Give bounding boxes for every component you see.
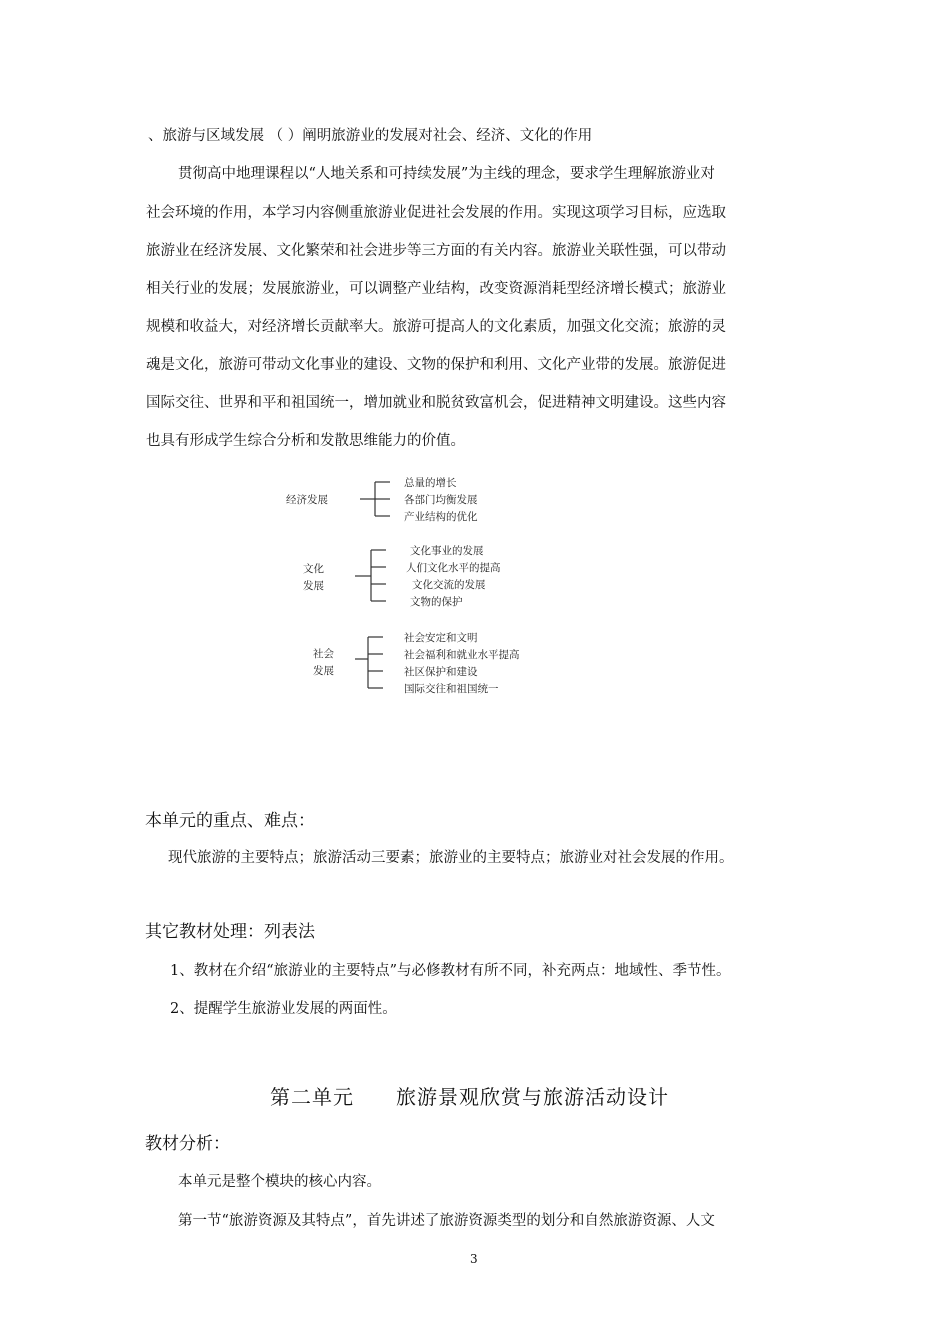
paragraph-line: 国际交往、世界和平和祖国统一，增加就业和脱贫致富机会，促进精神文明建设。这些内容 — [146, 395, 726, 411]
page-number: 3 — [470, 1252, 478, 1266]
paragraph-line: 贯彻高中地理课程以“人地关系和可持续发展”为主线的理念，要求学生理解旅游业对 — [178, 166, 715, 182]
other-materials-title: 其它教材处理：列表法 — [145, 922, 315, 942]
unit-line: 第一节“旅游资源及其特点”，首先讲述了旅游资源类型的划分和自然旅游资源、人文 — [178, 1213, 715, 1229]
paragraph-line: 相关行业的发展；发展旅游业，可以调整产业结构，改变资源消耗型经济增长模式；旅游业 — [146, 281, 726, 297]
diagram-item: 文物的保护 — [410, 596, 463, 608]
diagram-item: 社区保护和建设 — [404, 666, 478, 678]
other-materials-item: 2、提醒学生旅游业发展的两面性。 — [170, 1001, 397, 1017]
diagram-item: 文化交流的发展 — [412, 579, 486, 591]
diagram-group-label: 发展 — [313, 665, 334, 677]
diagram-item: 产业结构的优化 — [404, 511, 478, 523]
key-points-text: 现代旅游的主要特点；旅游活动三要素；旅游业的主要特点；旅游业对社会发展的作用。 — [168, 850, 734, 866]
unit-line: 本单元是整个模块的核心内容。 — [178, 1174, 381, 1190]
paragraph-line: 规模和收益大，对经济增长贡献率大。旅游可提高人的文化素质，加强文化交流；旅游的灵 — [146, 319, 726, 335]
diagram-item: 社会福利和就业水平提高 — [404, 649, 520, 661]
diagram-item: 国际交往和祖国统一 — [404, 683, 499, 695]
diagram-group-label: 经济发展 — [286, 494, 328, 506]
key-points-title: 本单元的重点、难点： — [145, 811, 315, 831]
diagram-group-label: 文化 — [303, 563, 324, 575]
diagram-item: 文化事业的发展 — [410, 545, 484, 557]
section-heading: 、旅游与区域发展 （ ）阐明旅游业的发展对社会、经济、文化的作用 — [148, 128, 593, 144]
unit-title: 第二单元 旅游景观欣赏与旅游活动设计 — [270, 1085, 669, 1109]
diagram-item: 人们文化水平的提高 — [406, 562, 501, 574]
diagram-item: 总量的增长 — [404, 477, 457, 489]
paragraph-line: 社会环境的作用，本学习内容侧重旅游业促进社会发展的作用。实现这项学习目标，应选取 — [146, 205, 726, 221]
paragraph-line: 旅游业在经济发展、文化繁荣和社会进步等三方面的有关内容。旅游业关联性强，可以带动 — [146, 243, 726, 259]
paragraph-line: 魂是文化，旅游可带动文化事业的建设、文物的保护和利用、文化产业带的发展。旅游促进 — [146, 357, 726, 373]
diagram-item: 各部门均衡发展 — [404, 494, 478, 506]
paragraph-line: 也具有形成学生综合分析和发散思维能力的价值。 — [146, 433, 465, 449]
diagram-group-label: 发展 — [303, 580, 324, 592]
analysis-title: 教材分析： — [145, 1134, 230, 1154]
diagram-group-label: 社会 — [313, 648, 334, 660]
other-materials-item: 1、教材在介绍“旅游业的主要特点”与必修教材有所不同，补充两点：地域性、季节性。 — [170, 963, 731, 979]
diagram-item: 社会安定和文明 — [404, 632, 478, 644]
